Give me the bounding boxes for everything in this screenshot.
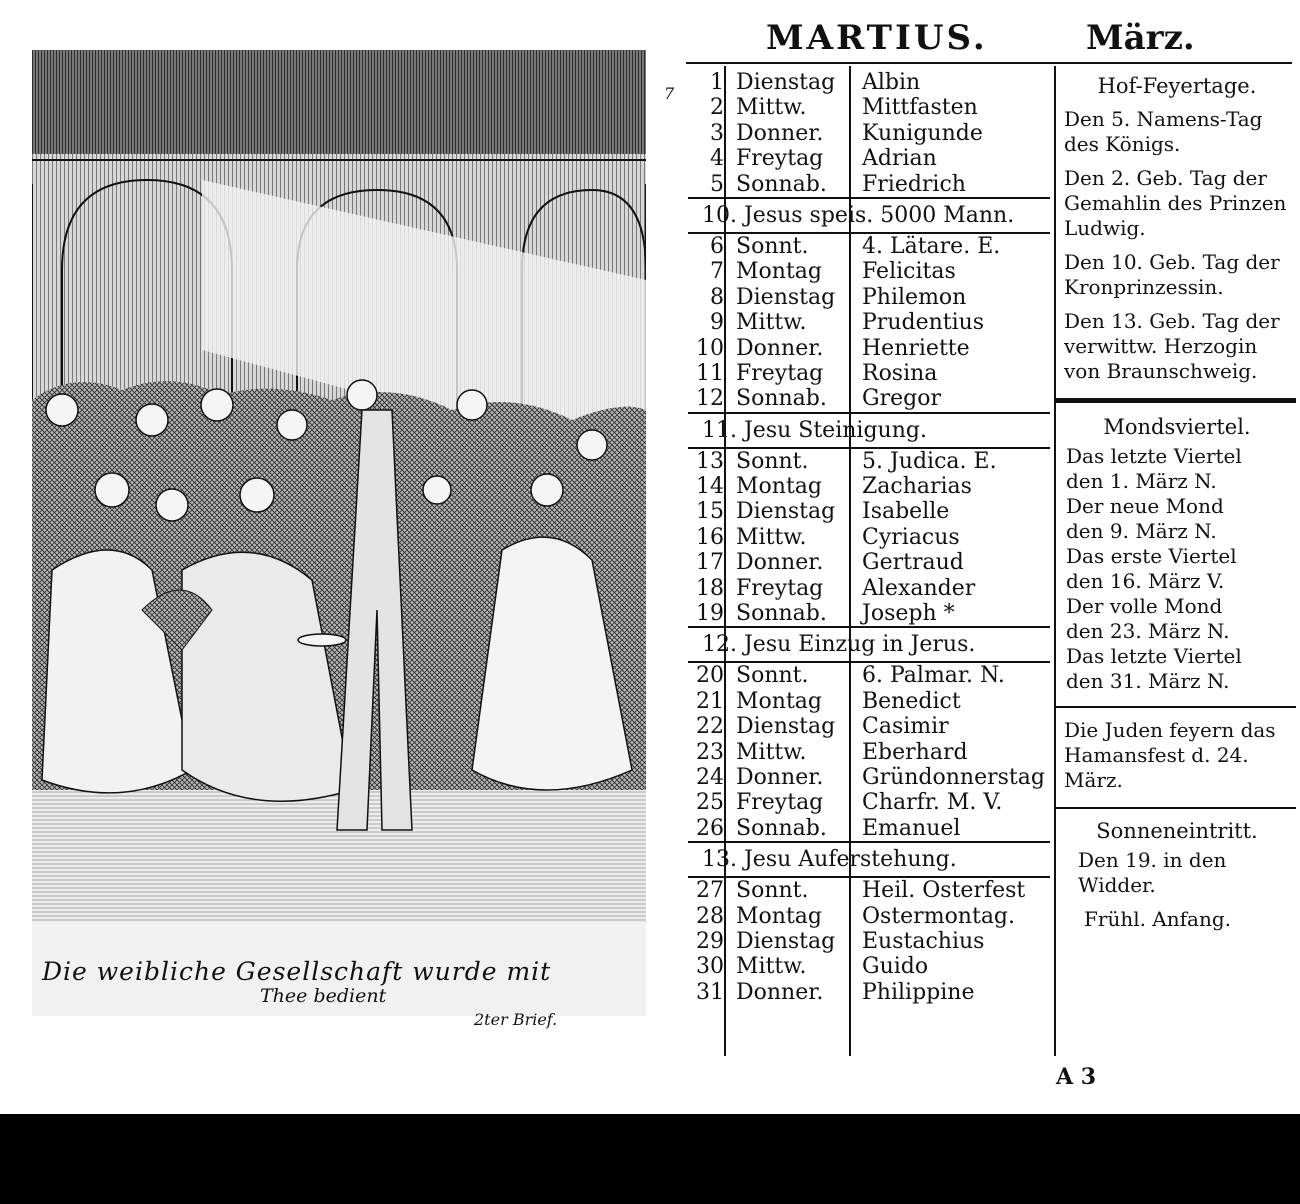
day-number: 1: [710, 70, 724, 95]
day-row: [688, 550, 1050, 575]
day-number: 7: [710, 259, 724, 285]
day-number: 20: [696, 663, 724, 689]
weekday: Dienstag: [736, 714, 836, 740]
saint-name: Benedict: [862, 688, 961, 714]
saint-name: Eberhard: [862, 739, 968, 765]
saint-name: Joseph *: [862, 601, 955, 627]
week-header: 12. Jesu Einzug in Jerus.: [702, 632, 976, 658]
saint-name: Cyriacus: [862, 524, 960, 550]
weekday: Dienstag: [736, 284, 836, 310]
sun-entry-line: Den 19. in den Widder.: [1078, 848, 1227, 897]
day-row: [688, 336, 1050, 361]
day-number: 9: [710, 310, 724, 336]
day-number: 5: [710, 171, 724, 197]
weekday: Sonnt.: [736, 878, 809, 904]
engraving-plate: [32, 50, 675, 1029]
day-row: [688, 70, 1050, 95]
saint-name: Gregor: [862, 386, 941, 412]
moon-line: den 23. März N.: [1066, 619, 1230, 643]
weekday: Sonnt.: [736, 663, 809, 689]
month-title-german: März.: [1086, 18, 1195, 58]
day-number: 4: [710, 146, 724, 172]
weekday: Sonnab.: [736, 601, 827, 627]
weekday: Mittw.: [736, 954, 807, 980]
holiday-entry: Den 5. Namens-Tag des Königs.: [1064, 107, 1263, 156]
saint-name: Charfr. M. V.: [862, 790, 1003, 816]
caption-line-2: Thee bedient: [260, 985, 387, 1007]
saint-name: Felicitas: [862, 259, 956, 285]
holiday-entry: Den 10. Geb. Tag der Kronprinzessin.: [1064, 250, 1280, 299]
weekday: Montag: [736, 259, 822, 285]
day-number: 8: [710, 284, 724, 310]
weekday: Donner.: [736, 550, 824, 576]
weekday: Mittw.: [736, 95, 807, 121]
moon-line: Der neue Mond: [1066, 494, 1224, 518]
day-number: 13: [696, 448, 724, 474]
week-header: 11. Jesu Steinigung.: [702, 417, 927, 443]
moon-phases-title: Mondsviertel.: [1103, 415, 1251, 439]
rule: [1056, 807, 1296, 809]
weekday: Montag: [736, 903, 822, 929]
saint-name: Friedrich: [862, 171, 966, 197]
weekday: Sonnt.: [736, 448, 809, 474]
jewish-holiday-note: Die Juden feyern das Hamansfest d. 24. März.: [1064, 718, 1276, 792]
sun-entry-title: Sonneneintritt.: [1096, 819, 1258, 843]
saint-name: Casimir: [862, 714, 949, 740]
moon-line: Das letzte Viertel: [1066, 444, 1242, 468]
weekday: Freytag: [736, 790, 824, 816]
weekday: Donner.: [736, 979, 824, 1005]
saint-name: Zacharias: [862, 474, 972, 500]
day-row: [688, 689, 1050, 714]
day-row: [688, 234, 1050, 259]
engraving-caption: [42, 957, 642, 1029]
day-row: [688, 172, 1050, 197]
weekday: Sonnab.: [736, 171, 827, 197]
rule: [1056, 706, 1296, 708]
weekday: Mittw.: [736, 739, 807, 765]
day-row: [688, 601, 1050, 626]
day-row: [688, 449, 1050, 474]
weekday: Mittw.: [736, 310, 807, 336]
court-holidays: [1064, 74, 1290, 384]
moon-line: Das letzte Viertel: [1066, 644, 1242, 668]
moon-line: Das erste Viertel: [1066, 544, 1237, 568]
saint-name: Prudentius: [862, 310, 985, 336]
day-number: 3: [710, 120, 724, 146]
weekday: Freytag: [736, 360, 824, 386]
weekday: Mittw.: [736, 524, 807, 550]
saint-name: Eustachius: [862, 928, 985, 954]
day-number: 15: [696, 499, 724, 525]
weekday: Donner.: [736, 764, 824, 790]
day-row: [688, 954, 1050, 979]
day-row: [688, 361, 1050, 386]
saint-name: Adrian: [862, 146, 937, 172]
day-row: [688, 980, 1050, 1005]
moon-line: den 9. März N.: [1066, 519, 1217, 543]
calendar-page: [676, 0, 1300, 1100]
day-row: [688, 525, 1050, 550]
saint-name: Emanuel: [862, 815, 961, 841]
court-holidays-title: Hof-Feyertage.: [1097, 74, 1257, 98]
engraving-illustration: [32, 50, 646, 922]
saint-name: Gertraud: [862, 550, 964, 576]
letter-reference: 2ter Brief.: [474, 1010, 558, 1029]
saint-name: 4. Lätare. E.: [862, 233, 1001, 259]
notes-column: [1064, 74, 1290, 942]
saint-name: Philemon: [862, 284, 967, 310]
day-number: 30: [696, 954, 724, 980]
saint-name: Gründonnerstag: [862, 764, 1045, 790]
saint-name: Mittfasten: [862, 95, 978, 121]
week-header: 13. Jesu Auferstehung.: [702, 847, 957, 873]
day-row: [688, 310, 1050, 335]
weekday: Sonnab.: [736, 815, 827, 841]
day-row: [688, 929, 1050, 954]
moon-line: Der volle Mond: [1066, 594, 1223, 618]
thick-rule: [1056, 398, 1296, 403]
day-row: [688, 878, 1050, 903]
plate-number: 7: [664, 84, 675, 103]
saint-name: Philippine: [862, 979, 975, 1005]
saint-name: Isabelle: [862, 499, 950, 525]
weekday: Sonnt.: [736, 233, 809, 259]
holiday-entry: Den 2. Geb. Tag der Gemahlin des Prinzen Ludwig.: [1064, 166, 1287, 240]
saint-name: Alexander: [862, 575, 976, 601]
day-number: 23: [696, 739, 724, 765]
week-header: 10. Jesus speis. 5000 Mann.: [702, 202, 1015, 228]
day-number: 28: [696, 903, 724, 929]
saint-name: Heil. Osterfest: [862, 878, 1026, 904]
day-number: 19: [696, 601, 724, 627]
day-row: [688, 904, 1050, 929]
weekday: Dienstag: [736, 499, 836, 525]
day-row: [688, 499, 1050, 524]
day-row: [688, 663, 1050, 688]
day-row: [688, 146, 1050, 171]
weekday: Dienstag: [736, 70, 836, 95]
weekday: Montag: [736, 474, 822, 500]
day-number: 2: [710, 95, 724, 121]
day-row: [688, 386, 1050, 411]
month-title-latin: MARTIUS.: [766, 18, 988, 58]
day-row: [688, 714, 1050, 739]
page-signature: A 3: [1056, 1064, 1097, 1090]
day-number: 26: [696, 815, 724, 841]
moon-line: den 1. März N.: [1066, 469, 1217, 493]
weekday: Dienstag: [736, 928, 836, 954]
day-number: 18: [696, 575, 724, 601]
day-number: 11: [696, 360, 724, 386]
notes-divider: [1054, 66, 1056, 1056]
day-number: 16: [696, 524, 724, 550]
day-number: 27: [696, 878, 724, 904]
day-number: 24: [696, 764, 724, 790]
day-number: 17: [696, 550, 724, 576]
saint-name: Ostermontag.: [862, 903, 1016, 929]
day-row: [688, 474, 1050, 499]
spring-start: Frühl. Anfang.: [1084, 907, 1232, 931]
saint-name: 6. Palmar. N.: [862, 663, 1005, 689]
day-row: [688, 259, 1050, 284]
day-number: 21: [696, 688, 724, 714]
sun-entry: [1064, 819, 1290, 932]
day-number: 10: [696, 335, 724, 361]
weekday: Freytag: [736, 146, 824, 172]
day-row: [688, 790, 1050, 815]
day-row: [688, 285, 1050, 310]
day-row: [688, 95, 1050, 120]
saint-name: Henriette: [862, 335, 970, 361]
weekday: Donner.: [736, 120, 824, 146]
day-number: 29: [696, 928, 724, 954]
caption-line-1: Die weibliche Gesellschaft wurde mit: [42, 957, 552, 986]
saint-name: Guido: [862, 954, 929, 980]
top-rule: [686, 62, 1292, 64]
day-row: [688, 816, 1050, 841]
day-number: 22: [696, 714, 724, 740]
day-number: 14: [696, 474, 724, 500]
moon-line: den 31. März N.: [1066, 669, 1230, 693]
saint-name: 5. Judica. E.: [862, 448, 997, 474]
holiday-entry: Den 13. Geb. Tag der verwittw. Herzogin von Braunschweig.: [1064, 309, 1280, 383]
moon-phases: [1064, 415, 1290, 694]
day-row: [688, 740, 1050, 765]
day-number: 12: [696, 386, 724, 412]
saint-name: Rosina: [862, 360, 938, 386]
day-row: [688, 765, 1050, 790]
bottom-border: [0, 1114, 1300, 1204]
weekday: Sonnab.: [736, 386, 827, 412]
day-number: 25: [696, 790, 724, 816]
day-row: [688, 121, 1050, 146]
day-number: 6: [710, 233, 724, 259]
weekday: Freytag: [736, 575, 824, 601]
day-table: [688, 70, 1050, 1005]
weekday: Donner.: [736, 335, 824, 361]
day-number: 31: [696, 979, 724, 1005]
weekday: Montag: [736, 688, 822, 714]
day-row: [688, 576, 1050, 601]
moon-line: den 16. März V.: [1066, 569, 1225, 593]
saint-name: Kunigunde: [862, 120, 983, 146]
saint-name: Albin: [862, 70, 921, 95]
